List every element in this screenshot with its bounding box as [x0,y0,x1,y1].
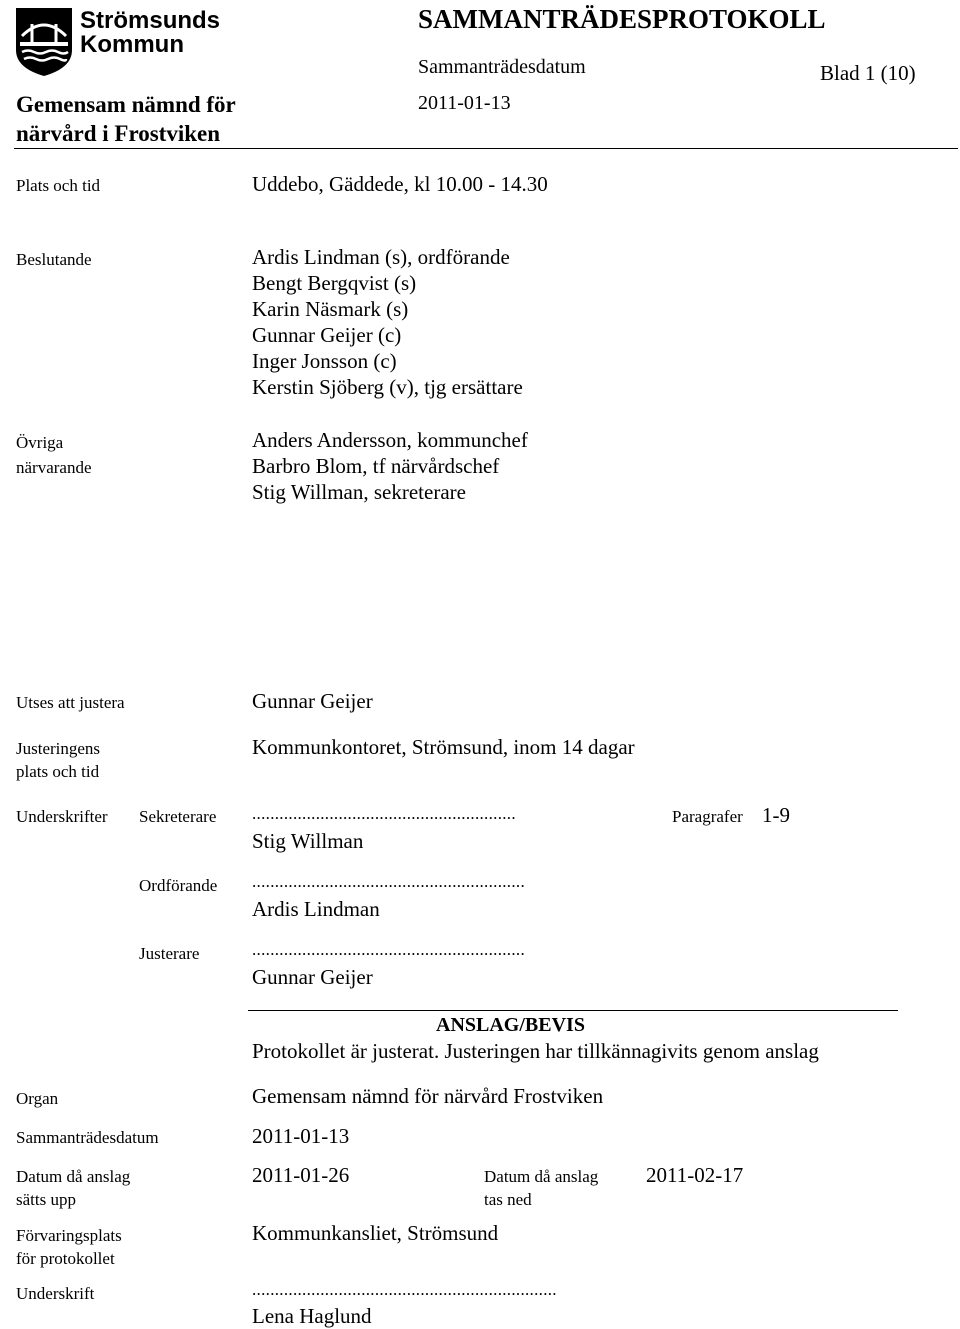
appointed-adjuster-value: Gunnar Geijer [252,689,373,713]
place-time-value: Uddebo, Gäddede, kl 10.00 - 14.30 [252,172,548,196]
notice-signature-line: ................................................................... [252,1280,557,1299]
appointed-adjuster-label: Utses att justera [16,693,125,712]
adjust-place-label-line2: plats och tid [16,762,100,781]
deciding-member: Karin Näsmark (s) [252,297,409,321]
deciding-member: Gunnar Geijer (c) [252,323,402,347]
deciding-member: Kerstin Sjöberg (v), tjg ersättare [252,375,523,399]
signatures-label: Underskrifter [16,807,108,826]
storage-value: Kommunkansliet, Strömsund [252,1221,499,1245]
place-time-label: Plats och tid [16,176,101,195]
adjuster-name: Gunnar Geijer [252,965,373,989]
notice-date-label: Sammanträdesdatum [16,1128,159,1147]
signature-label: Underskrift [16,1284,95,1303]
posted-label-line1: Datum då anslag [16,1167,131,1186]
other-attendee: Barbro Blom, tf närvårdschef [252,454,500,478]
removed-date-value: 2011-02-17 [646,1163,744,1187]
organ-value: Gemensam nämnd för närvård Frostviken [252,1084,604,1108]
meeting-date: 2011-01-13 [418,92,511,114]
header-divider [14,148,958,149]
removed-label-line2: tas ned [484,1190,532,1209]
committee-name-line1: Gemensam nämnd för [16,92,236,117]
meeting-date-label: Sammanträdesdatum [418,56,586,78]
document-title: SAMMANTRÄDESPROTOKOLL [418,4,826,34]
secretary-signature-line: .......................................................... [252,804,516,823]
others-list [252,427,528,505]
storage-label-line1: Förvaringsplats [16,1226,122,1245]
deciding-member: Bengt Bergqvist (s) [252,271,417,295]
organ-label: Organ [16,1089,59,1108]
adjust-place-value: Kommunkontoret, Strömsund, inom 14 dagar [252,735,635,759]
other-attendee: Stig Willman, sekreterare [252,480,466,504]
secretary-name: Stig Willman [252,829,364,853]
deciding-label: Beslutande [16,250,92,269]
committee-name-line2: närvård i Frostviken [16,121,221,146]
bridge-emblem-icon [14,6,74,78]
deciding-member: Ardis Lindman (s), ordförande [252,245,510,269]
notice-divider [248,1010,898,1011]
others-label-line2: närvarande [16,458,92,477]
chair-label: Ordförande [139,876,218,895]
paragraphs-label: Paragrafer [672,807,743,826]
notice-signer-name: Lena Haglund [252,1304,372,1328]
posted-date-value: 2011-01-26 [252,1163,350,1187]
paragraphs-value: 1-9 [762,803,790,827]
secretary-label: Sekreterare [139,807,217,826]
adjust-place-label-line1: Justeringens [16,739,101,758]
others-label-line1: Övriga [16,433,64,452]
logo-text-line1: Strömsunds [80,7,221,34]
notice-text: Protokollet är justerat. Justeringen har tillkännagivits genom anslag [252,1039,819,1063]
notice-date-value: 2011-01-13 [252,1124,350,1148]
deciding-list [252,244,523,400]
logo-text-line2: Kommun [80,31,184,58]
posted-label-line2: sätts upp [16,1190,76,1209]
removed-label-line1: Datum då anslag [484,1167,599,1186]
notice-title: ANSLAG/BEVIS [436,1014,585,1036]
page-number: Blad 1 (10) [820,61,916,85]
adjuster-label: Justerare [139,944,200,963]
other-attendee: Anders Andersson, kommunchef [252,428,528,452]
chair-name: Ardis Lindman [252,897,380,921]
chair-signature-line: ............................................................ [252,872,525,891]
storage-label-line2: för protokollet [16,1249,115,1268]
adjuster-signature-line: ............................................................ [252,940,525,959]
deciding-member: Inger Jonsson (c) [252,349,397,373]
